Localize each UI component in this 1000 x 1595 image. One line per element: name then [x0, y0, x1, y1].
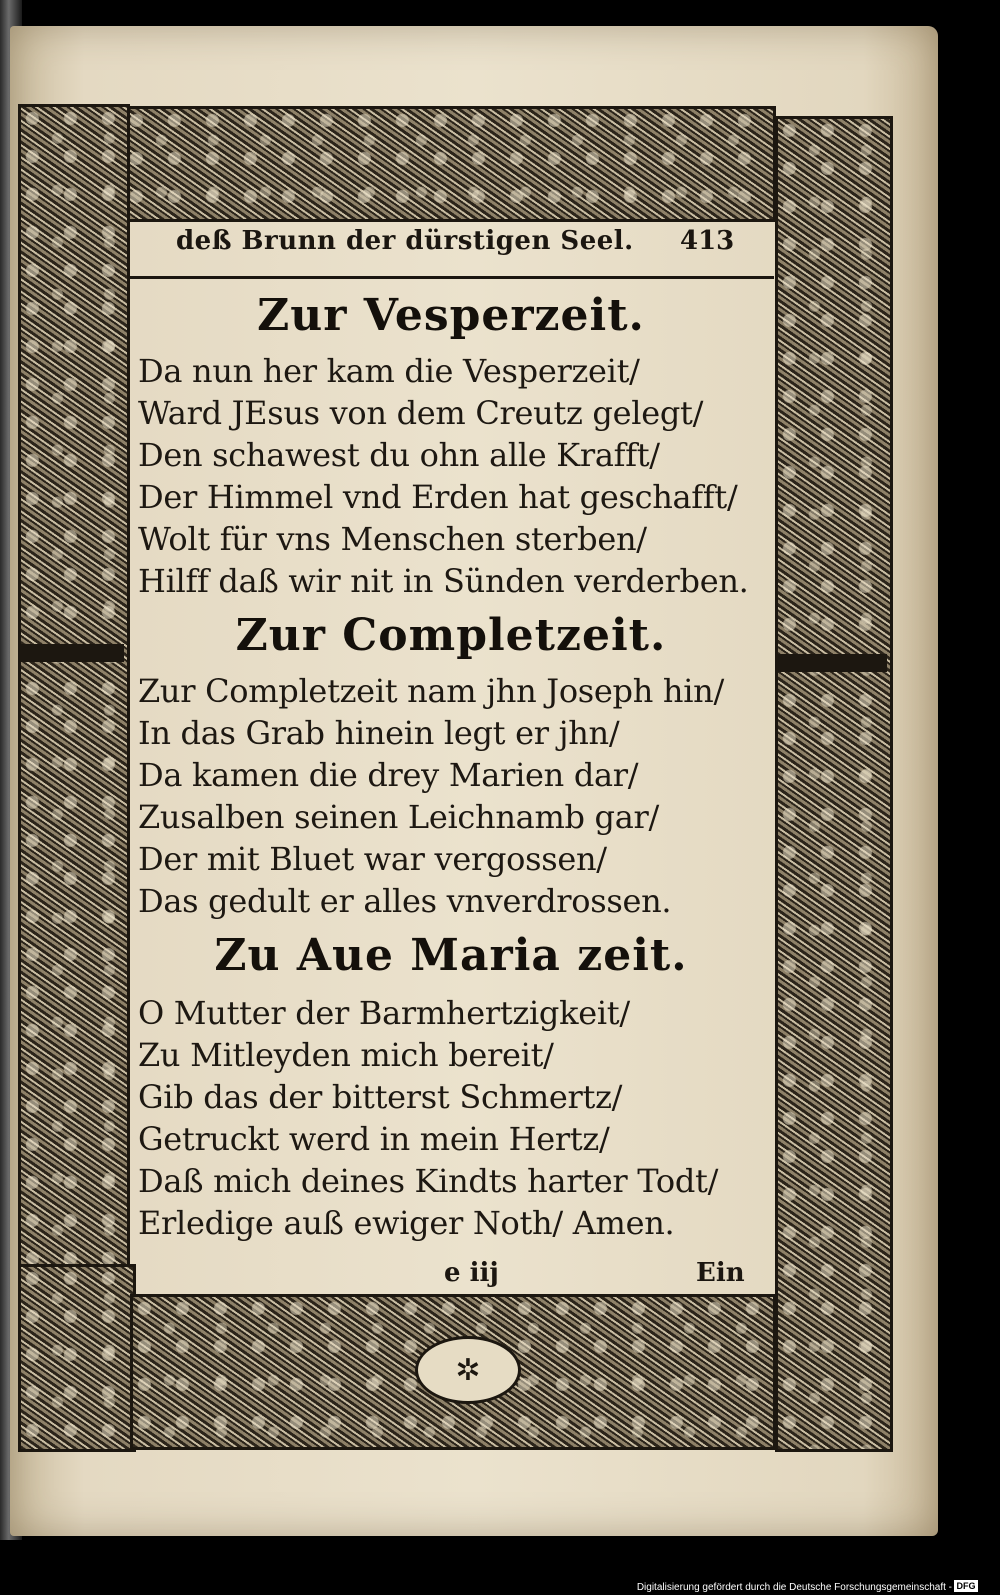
verse-line: Da nun her kam die Vesperzeit/ [138, 352, 640, 390]
verse-line: Ward JEsus von dem Creutz gelegt/ [138, 394, 704, 432]
verse-line: Erledige auß ewiger Noth/ Amen. [138, 1204, 675, 1242]
verse-line: Der mit Bluet war vergossen/ [138, 840, 607, 878]
verse-line: Den schawest du ohn alle Krafft/ [138, 436, 660, 474]
section-heading: Zu Aue Maria zeit. [214, 930, 688, 981]
verse-line: Das gedult er alles vnverdrossen. [138, 882, 672, 920]
verse-line: Zusalben seinen Leichnamb gar/ [138, 798, 659, 836]
verse-line: Wolt für vns Menschen sterben/ [138, 520, 647, 558]
woodcut-top-border [122, 106, 776, 222]
verse-line: Hilff daß wir nit in Sünden verderben. [138, 562, 749, 600]
head-rule [130, 276, 774, 279]
verse-block [138, 992, 768, 1244]
woodcut-right-border [775, 116, 893, 1452]
verse-line: Da kamen die drey Marien dar/ [138, 756, 639, 794]
funding-credit: Digitalisierung gefördert durch die Deutsche Forschungsgemeinschaft - [636, 1582, 952, 1593]
verse-line: O Mutter der Barmhertzigkeit/ [138, 994, 630, 1032]
rosette-glyph: ✲ [455, 1352, 481, 1388]
verse-block [138, 350, 768, 602]
verse-line: Zur Completzeit nam jhn Joseph hin/ [138, 672, 724, 710]
woodcut-left-base [18, 1264, 136, 1452]
signature-mark: e iij [444, 1258, 499, 1288]
verse-line: Getruckt werd in mein Hertz/ [138, 1120, 610, 1158]
catchword: Ein [696, 1258, 745, 1288]
verse-line: Gib das der bitterst Schmertz/ [138, 1078, 623, 1116]
woodcut-left-border [18, 104, 130, 1270]
verse-line: Zu Mitleyden mich bereit/ [138, 1036, 554, 1074]
running-head: deß Brunn der dürstigen Seel. [176, 226, 634, 256]
verse-line: In das Grab hinein legt er jhn/ [138, 714, 620, 752]
verse-line: Daß mich deines Kindts harter Todt/ [138, 1162, 719, 1200]
dfg-logo-icon: DFG [954, 1580, 978, 1592]
text-panel [128, 222, 774, 1292]
section-heading: Zur Vesperzeit. [257, 290, 645, 341]
border-divider-left [18, 644, 124, 662]
verse-line: Der Himmel vnd Erden hat geschafft/ [138, 478, 738, 516]
section-heading: Zur Completzeit. [235, 610, 667, 661]
verse-block [138, 670, 768, 922]
rosette-medallion-icon [415, 1336, 521, 1404]
border-divider-right [775, 654, 887, 672]
page-number: 413 [680, 226, 735, 256]
book-page [10, 26, 938, 1536]
